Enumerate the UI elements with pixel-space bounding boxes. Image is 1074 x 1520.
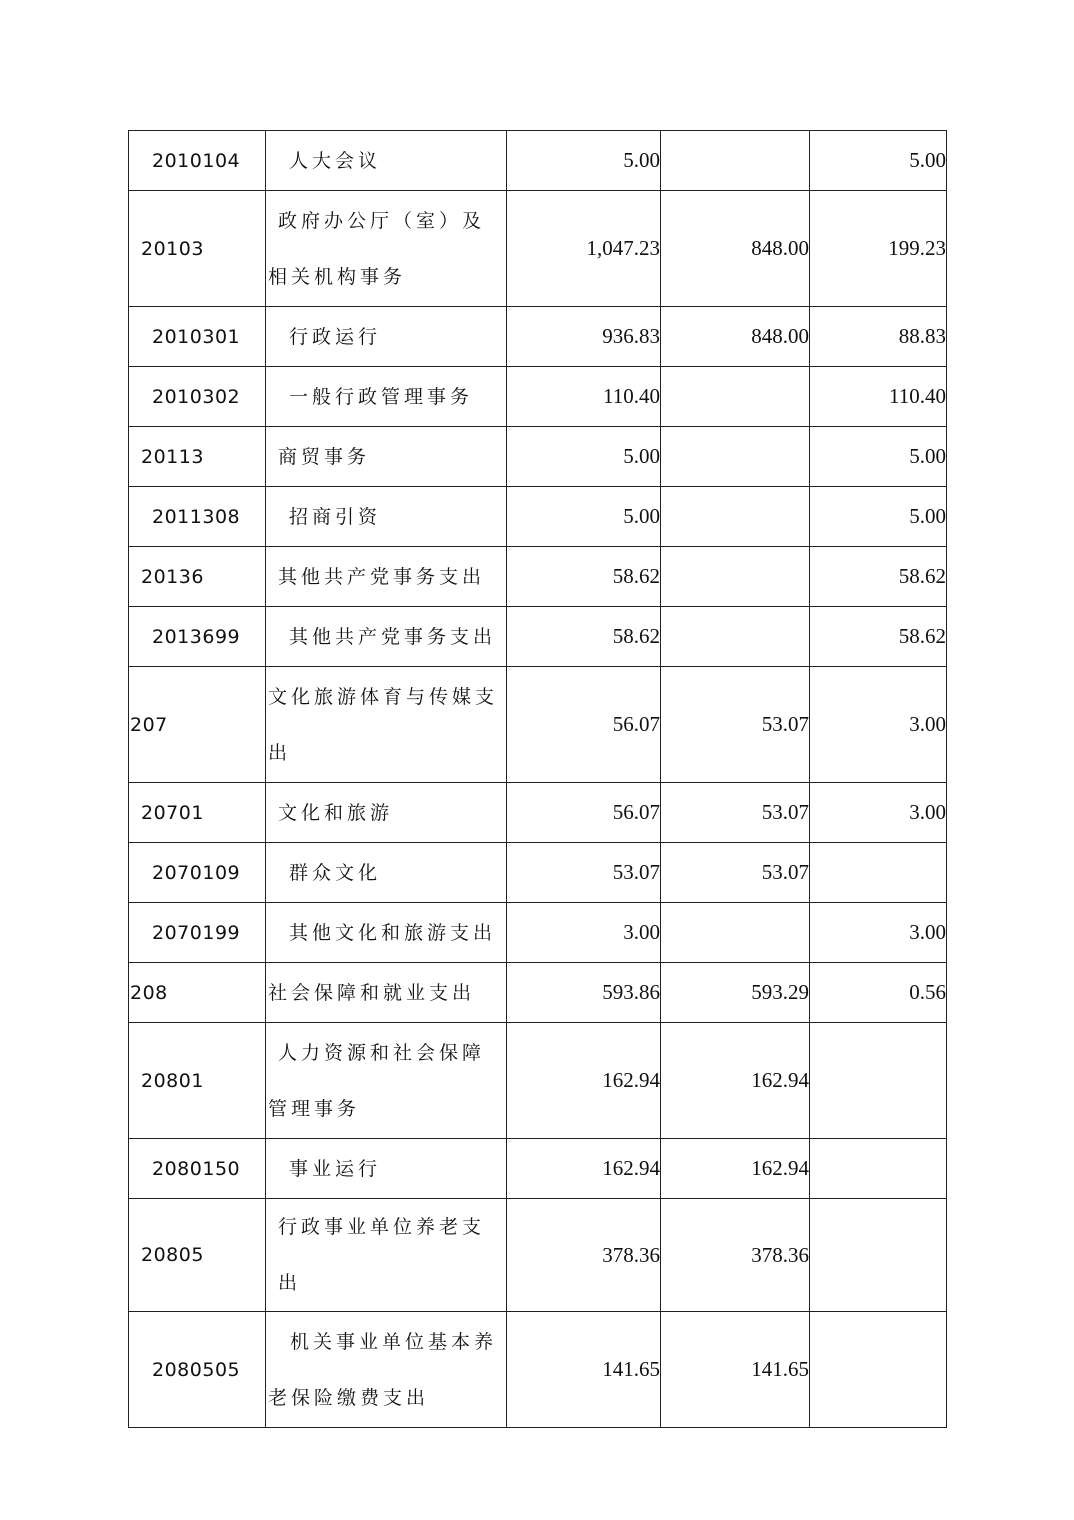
table-row — [129, 667, 947, 783]
project-amount: 3.00 — [810, 903, 947, 963]
subject-code: 20801 — [129, 1023, 266, 1139]
subject-name — [266, 367, 507, 427]
table-row — [129, 1139, 947, 1199]
project-amount: 58.62 — [810, 547, 947, 607]
basic-amount: 593.29 — [661, 963, 810, 1023]
basic-amount — [661, 903, 810, 963]
subject-code: 20113 — [129, 427, 266, 487]
basic-amount — [661, 131, 810, 191]
subject-code: 20136 — [129, 547, 266, 607]
project-amount: 110.40 — [810, 367, 947, 427]
project-amount: 58.62 — [810, 607, 947, 667]
table-row — [129, 191, 947, 307]
project-amount: 3.00 — [810, 667, 947, 783]
total-amount: 56.07 — [507, 783, 661, 843]
subject-name — [266, 487, 507, 547]
table-row — [129, 487, 947, 547]
subject-code: 2070199 — [129, 903, 266, 963]
subject-name — [266, 903, 507, 963]
subject-name — [266, 307, 507, 367]
basic-amount: 141.65 — [661, 1312, 810, 1428]
subject-name-text: 群众文化 — [289, 861, 382, 884]
project-amount — [810, 1199, 947, 1312]
table-row — [129, 547, 947, 607]
subject-name-text: 社会保障和就业支出 — [268, 981, 476, 1004]
total-amount: 5.00 — [507, 131, 661, 191]
subject-code: 2010301 — [129, 307, 266, 367]
subject-code: 207 — [129, 667, 266, 783]
basic-amount — [661, 607, 810, 667]
total-amount: 58.62 — [507, 607, 661, 667]
subject-code: 20701 — [129, 783, 266, 843]
project-amount: 5.00 — [810, 427, 947, 487]
subject-name — [266, 783, 507, 843]
subject-code: 2080505 — [129, 1312, 266, 1428]
table-row — [129, 843, 947, 903]
basic-amount: 848.00 — [661, 307, 810, 367]
subject-name — [266, 1312, 507, 1428]
basic-amount — [661, 547, 810, 607]
subject-name-text: 商贸事务 — [278, 445, 371, 468]
subject-name — [266, 843, 507, 903]
project-amount: 88.83 — [810, 307, 947, 367]
subject-name — [266, 427, 507, 487]
total-amount: 593.86 — [507, 963, 661, 1023]
subject-name-text: 行政事业单位养老支出 — [278, 1216, 486, 1294]
total-amount: 5.00 — [507, 427, 661, 487]
subject-code: 208 — [129, 963, 266, 1023]
subject-name — [266, 547, 507, 607]
subject-name-text: 其他共产党事务支出 — [278, 565, 486, 588]
subject-name — [266, 667, 507, 783]
table-row — [129, 1023, 947, 1139]
subject-name — [266, 191, 507, 307]
total-amount: 53.07 — [507, 843, 661, 903]
table-row — [129, 367, 947, 427]
project-amount — [810, 843, 947, 903]
subject-name-text: 文化和旅游 — [278, 801, 394, 824]
table-row — [129, 1312, 947, 1428]
subject-name-text: 其他文化和旅游支出 — [289, 921, 497, 944]
subject-name — [266, 131, 507, 191]
table-row — [129, 903, 947, 963]
table-row — [129, 963, 947, 1023]
total-amount: 1,047.23 — [507, 191, 661, 307]
basic-amount — [661, 367, 810, 427]
subject-name-text: 人力资源和社会保障管理事务 — [268, 1041, 486, 1120]
total-amount: 56.07 — [507, 667, 661, 783]
basic-amount — [661, 427, 810, 487]
basic-amount: 53.07 — [661, 843, 810, 903]
subject-name — [266, 607, 507, 667]
subject-name-text: 招商引资 — [289, 505, 382, 528]
project-amount — [810, 1139, 947, 1199]
subject-name-text: 一般行政管理事务 — [289, 385, 474, 408]
subject-code: 2080150 — [129, 1139, 266, 1199]
subject-name — [266, 1023, 507, 1139]
project-amount — [810, 1312, 947, 1428]
table-row — [129, 307, 947, 367]
subject-name — [266, 1139, 507, 1199]
subject-name-text: 其他共产党事务支出 — [289, 625, 497, 648]
subject-code: 2010302 — [129, 367, 266, 427]
total-amount: 936.83 — [507, 307, 661, 367]
table-row — [129, 607, 947, 667]
subject-code: 2070109 — [129, 843, 266, 903]
project-amount — [810, 1023, 947, 1139]
total-amount: 162.94 — [507, 1023, 661, 1139]
basic-amount: 53.07 — [661, 667, 810, 783]
basic-amount: 162.94 — [661, 1139, 810, 1199]
subject-code: 2010104 — [129, 131, 266, 191]
subject-code: 2013699 — [129, 607, 266, 667]
total-amount: 162.94 — [507, 1139, 661, 1199]
budget-table — [128, 130, 947, 1428]
project-amount: 199.23 — [810, 191, 947, 307]
basic-amount: 162.94 — [661, 1023, 810, 1139]
project-amount: 3.00 — [810, 783, 947, 843]
total-amount: 378.36 — [507, 1199, 661, 1312]
table-row — [129, 427, 947, 487]
subject-name-text: 人大会议 — [289, 149, 382, 172]
project-amount: 5.00 — [810, 487, 947, 547]
table-row — [129, 1199, 947, 1312]
table-row — [129, 131, 947, 191]
subject-name-text: 政府办公厅（室）及相关机构事务 — [268, 209, 486, 288]
total-amount: 141.65 — [507, 1312, 661, 1428]
table-row — [129, 783, 947, 843]
subject-name — [266, 963, 507, 1023]
basic-amount: 848.00 — [661, 191, 810, 307]
basic-amount: 53.07 — [661, 783, 810, 843]
project-amount: 5.00 — [810, 131, 947, 191]
total-amount: 3.00 — [507, 903, 661, 963]
total-amount: 5.00 — [507, 487, 661, 547]
project-amount: 0.56 — [810, 963, 947, 1023]
subject-name-text: 事业运行 — [289, 1157, 382, 1180]
subject-code: 20805 — [129, 1199, 266, 1312]
total-amount: 58.62 — [507, 547, 661, 607]
subject-code: 2011308 — [129, 487, 266, 547]
subject-name — [266, 1199, 507, 1312]
basic-amount — [661, 487, 810, 547]
total-amount: 110.40 — [507, 367, 661, 427]
subject-name-text: 机关事业单位基本养老保险缴费支出 — [268, 1330, 498, 1409]
basic-amount: 378.36 — [661, 1199, 810, 1312]
subject-name-text: 文化旅游体育与传媒支出 — [268, 685, 499, 764]
subject-name-text: 行政运行 — [289, 325, 382, 348]
subject-code: 20103 — [129, 191, 266, 307]
